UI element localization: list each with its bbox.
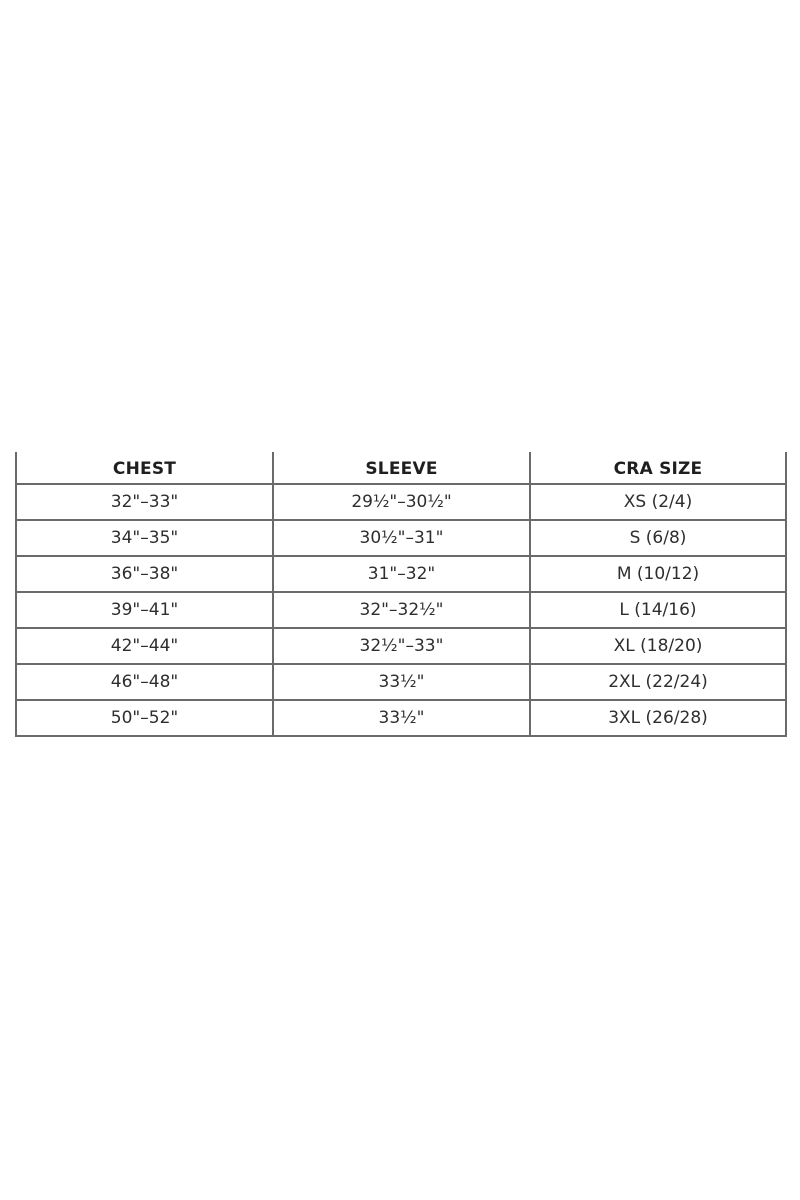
cra-size-cell: XL (18/20)	[530, 628, 786, 664]
table-row	[16, 700, 786, 736]
cra-size-cell: M (10/12)	[530, 556, 786, 592]
sleeve-cell: 32½"–33"	[273, 628, 530, 664]
table-row	[16, 484, 786, 520]
chest-cell: 42"–44"	[16, 628, 273, 664]
chest-cell: 32"–33"	[16, 484, 273, 520]
cra-size-cell: L (14/16)	[530, 592, 786, 628]
sleeve-cell: 33½"	[273, 664, 530, 700]
header-chest: CHEST	[16, 452, 273, 484]
header-cra-size: CRA SIZE	[530, 452, 786, 484]
chest-cell: 39"–41"	[16, 592, 273, 628]
chest-cell: 36"–38"	[16, 556, 273, 592]
table-row	[16, 556, 786, 592]
table-row	[16, 628, 786, 664]
table-row	[16, 520, 786, 556]
sleeve-cell: 29½"–30½"	[273, 484, 530, 520]
sleeve-cell: 30½"–31"	[273, 520, 530, 556]
cra-size-cell: S (6/8)	[530, 520, 786, 556]
cra-size-cell: 3XL (26/28)	[530, 700, 786, 736]
sleeve-cell: 32"–32½"	[273, 592, 530, 628]
chest-cell: 50"–52"	[16, 700, 273, 736]
cra-size-cell: 2XL (22/24)	[530, 664, 786, 700]
table-row	[16, 592, 786, 628]
header-sleeve: SLEEVE	[273, 452, 530, 484]
cra-size-cell: XS (2/4)	[530, 484, 786, 520]
sleeve-cell: 33½"	[273, 700, 530, 736]
table-row	[16, 664, 786, 700]
chest-cell: 34"–35"	[16, 520, 273, 556]
size-chart-table	[15, 452, 787, 737]
sleeve-cell: 31"–32"	[273, 556, 530, 592]
chest-cell: 46"–48"	[16, 664, 273, 700]
header-row	[16, 452, 786, 484]
